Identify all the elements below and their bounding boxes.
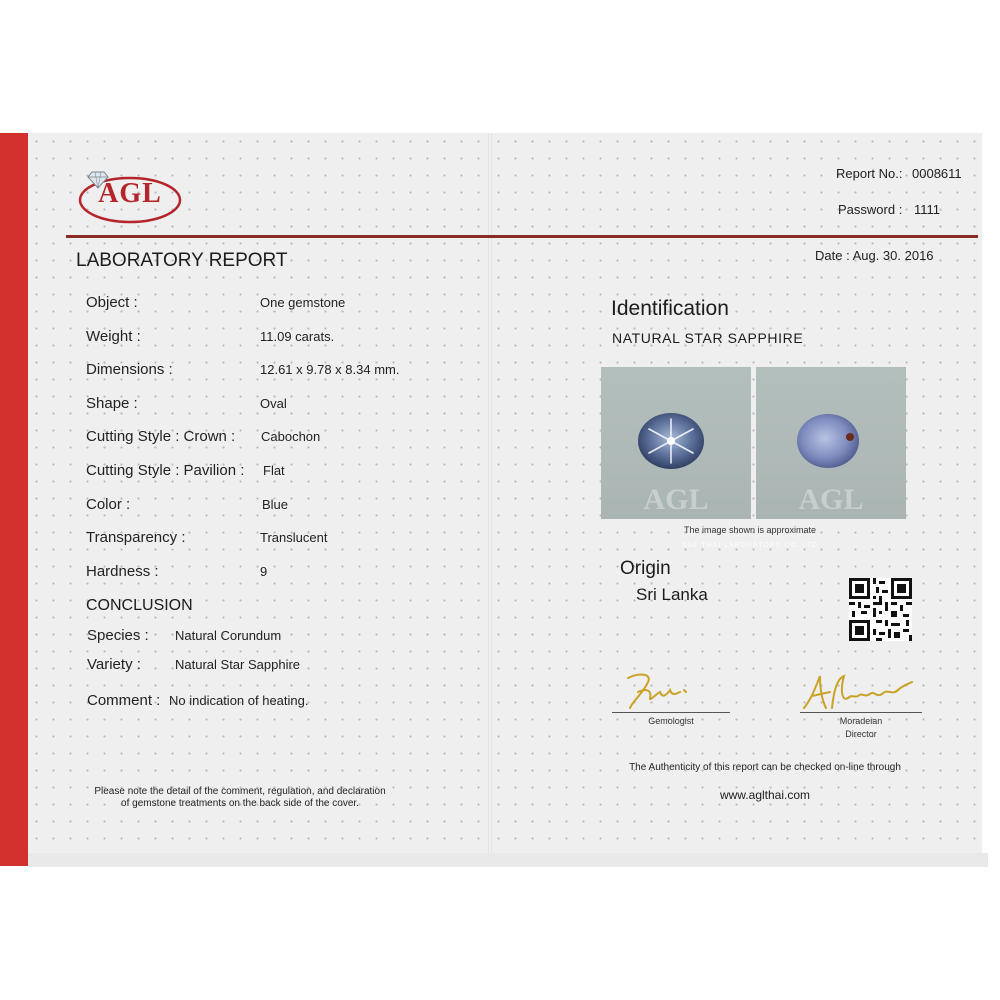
report-date: Date : Aug. 30. 2016 (815, 248, 934, 263)
identification-value: NATURAL STAR SAPPHIRE (612, 330, 804, 346)
object-value: One gemstone (260, 295, 346, 310)
color-value: Blue (262, 497, 289, 512)
color-label: Color : (86, 496, 131, 513)
crown-label: Cutting Style : Crown : (86, 428, 236, 445)
image-caption: The image shown is approximate (683, 525, 817, 535)
photo-watermark-right: AGL (798, 483, 864, 516)
origin-value: Sri Lanka (636, 585, 708, 604)
report-title: LABORATORY REPORT (76, 250, 288, 271)
photo-watermark-left: AGL (643, 483, 709, 516)
bottom-edge (28, 853, 988, 867)
comment-label: Comment : (87, 692, 161, 709)
conclusion-heading: CONCLUSION (86, 597, 193, 614)
center-fold (488, 133, 492, 863)
species-label: Species : (87, 627, 149, 644)
shape-value: Oval (260, 396, 287, 411)
dimensions-label: Dimensions : (86, 361, 173, 378)
password-label: Password : (838, 202, 903, 217)
report-no-value: 0008611 (912, 166, 962, 181)
comment-value: No indication of heating. (169, 693, 309, 708)
director-name: Moradeian (839, 716, 883, 726)
back-cover-note-line1: Please note the detail of the comment, regulation, and declaration (94, 786, 386, 797)
director-label: Director (845, 729, 877, 739)
gemologist-signature-line (612, 712, 730, 713)
hardness-label: Hardness : (86, 563, 159, 580)
gem-photo-top (601, 367, 751, 519)
director-signature-line (800, 712, 922, 713)
crown-value: Cabochon (261, 429, 321, 444)
back-cover-note-line2: of gemstone treatments on the back side of the cover. (121, 798, 359, 809)
password-value: 1111 (914, 202, 941, 217)
gem-photo-bottom (756, 367, 906, 519)
transparency-value: Translucent (260, 530, 328, 545)
variety-value: Natural Star Sapphire (175, 657, 301, 672)
transparency-label: Transparency : (86, 529, 186, 546)
shape-label: Shape : (86, 395, 138, 412)
object-label: Object : (86, 294, 138, 311)
species-value: Natural Corundum (175, 628, 282, 643)
weight-label: Weight : (86, 328, 141, 345)
gemologist-signature (622, 668, 692, 712)
report-no-label: Report No.: (836, 166, 903, 181)
qr-code-icon (849, 578, 912, 641)
weight-value: 11.09 carats. (260, 329, 335, 344)
origin-heading: Origin (620, 558, 671, 579)
caption-watermark: AGL THAI LABORATORY CO.,LTD (681, 542, 819, 549)
variety-label: Variety : (87, 656, 141, 673)
verification-url[interactable]: www.aglthai.com (719, 788, 811, 802)
logo-text: AGL (98, 178, 162, 209)
red-binding-spine (0, 133, 28, 866)
gemologist-label: Gemologist (648, 716, 694, 726)
identification-heading: Identification (611, 297, 729, 320)
pavilion-label: Cutting Style : Pavilion : (86, 462, 245, 479)
pavilion-value: Flat (263, 463, 285, 478)
director-signature (798, 668, 918, 716)
authenticity-note: The Authenticity of this report can be checked on-line through (629, 762, 901, 773)
dimensions-value: 12.61 x 9.78 x 8.34 mm. (260, 362, 400, 377)
hardness-value: 9 (260, 564, 268, 579)
header-rule (66, 235, 978, 238)
left-page (28, 133, 490, 853)
